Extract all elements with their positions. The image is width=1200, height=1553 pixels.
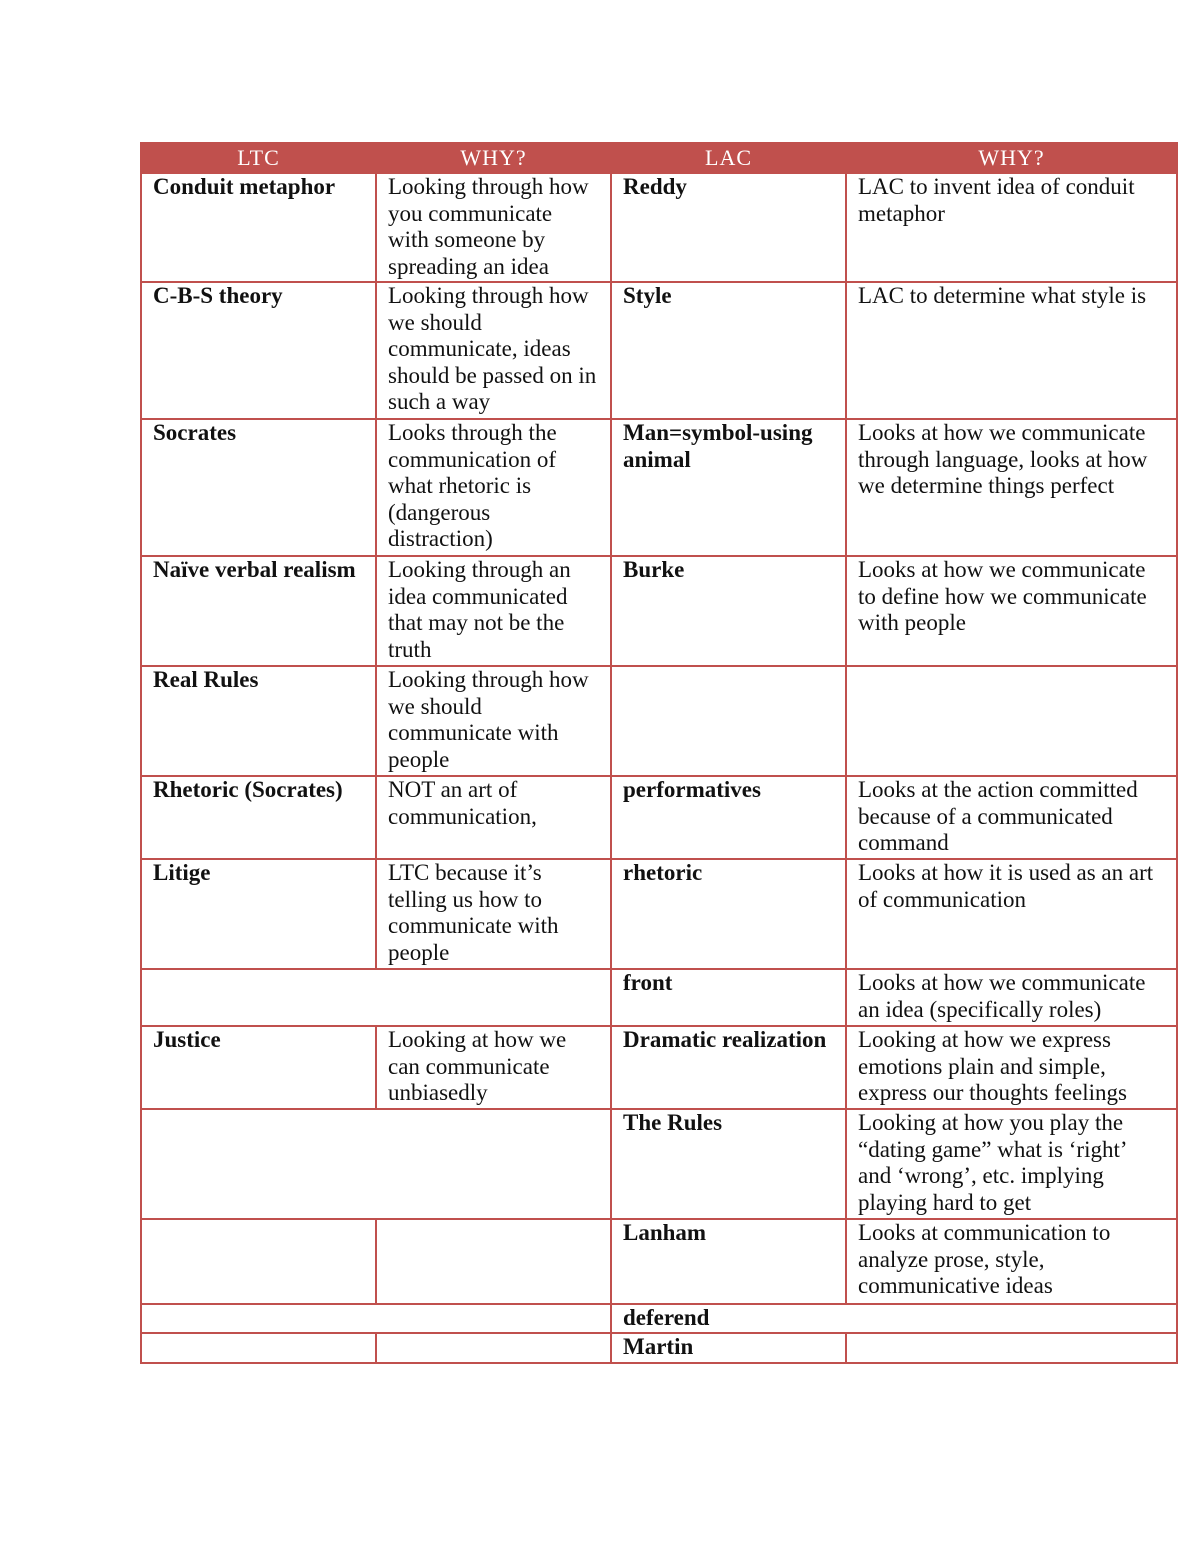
table-row (141, 173, 1177, 282)
table-row (141, 969, 1177, 1026)
lac-term-cell: performatives (611, 776, 846, 859)
table-row (141, 1219, 1177, 1304)
ltc-term-cell: Justice (141, 1026, 376, 1109)
lac-why-cell: LAC to determine what style is (846, 282, 1177, 419)
lac-term-cell: rhetoric (611, 859, 846, 969)
ltc-why-cell: Looking at how we can communicate unbiasedly (376, 1026, 611, 1109)
lac-why-cell: Looks at the action committed because of a communicated command (846, 776, 1177, 859)
lac-term-cell: Man=symbol-using animal (611, 419, 846, 556)
lac-term-cell: Lanham (611, 1219, 846, 1304)
empty-cell (141, 1219, 376, 1304)
empty-cell (141, 1333, 376, 1363)
ltc-term-cell: Conduit metaphor (141, 173, 376, 282)
ltc-lac-table (140, 142, 1178, 1364)
table-row (141, 1333, 1177, 1363)
empty-cell (846, 666, 1177, 776)
ltc-why-cell: Looking through how you communicate with someone by spreading an idea (376, 173, 611, 282)
lac-term-cell: deferend (611, 1304, 1177, 1333)
lac-term-cell: Style (611, 282, 846, 419)
lac-why-cell: Looks at communication to analyze prose, style, communicative ideas (846, 1219, 1177, 1304)
empty-cell (376, 1219, 611, 1304)
lac-why-cell: Looking at how we express emotions plain and simple, express our thoughts feelings (846, 1026, 1177, 1109)
lac-term-cell: Reddy (611, 173, 846, 282)
lac-why-cell: Looks at how we communicate through language, looks at how we determine things perfect (846, 419, 1177, 556)
lac-why-cell: Looks at how we communicate an idea (specifically roles) (846, 969, 1177, 1026)
lac-why-cell: Looks at how it is used as an art of communication (846, 859, 1177, 969)
table-row (141, 666, 1177, 776)
ltc-term-cell: C-B-S theory (141, 282, 376, 419)
header-ltc-why: WHY? (376, 143, 611, 173)
lac-term-cell: The Rules (611, 1109, 846, 1219)
table-row (141, 859, 1177, 969)
lac-why-cell: Looking at how you play the “dating game” what is ‘right’ and ‘wrong’, etc. implying playing hard to get (846, 1109, 1177, 1219)
empty-cell (846, 1333, 1177, 1363)
ltc-term-cell: Real Rules (141, 666, 376, 776)
ltc-term-cell: Rhetoric (Socrates) (141, 776, 376, 859)
lac-term-cell: front (611, 969, 846, 1026)
table-row (141, 1304, 1177, 1333)
ltc-why-cell: Looking through how we should communicate, ideas should be passed on in such a way (376, 282, 611, 419)
ltc-why-cell: Looking through how we should communicate with people (376, 666, 611, 776)
lac-term-cell: Dramatic realization (611, 1026, 846, 1109)
header-lac-why: WHY? (846, 143, 1177, 173)
header-ltc: LTC (141, 143, 376, 173)
header-lac: LAC (611, 143, 846, 173)
empty-cell (376, 1333, 611, 1363)
table-row (141, 556, 1177, 666)
ltc-term-cell: Litige (141, 859, 376, 969)
header-row (141, 143, 1177, 173)
empty-merged-cell (141, 1304, 611, 1333)
ltc-why-cell: NOT an art of communication, (376, 776, 611, 859)
table-row (141, 282, 1177, 419)
ltc-term-cell: Naïve verbal realism (141, 556, 376, 666)
empty-merged-cell (141, 1109, 611, 1219)
lac-term-cell: Burke (611, 556, 846, 666)
ltc-why-cell: Looks through the communication of what rhetoric is (dangerous distraction) (376, 419, 611, 556)
table-row (141, 1026, 1177, 1109)
ltc-term-cell: Socrates (141, 419, 376, 556)
lac-why-cell: LAC to invent idea of conduit metaphor (846, 173, 1177, 282)
lac-term-cell: Martin (611, 1333, 846, 1363)
table-row (141, 776, 1177, 859)
table-row (141, 419, 1177, 556)
table-row (141, 1109, 1177, 1219)
ltc-why-cell: LTC because it’s telling us how to communicate with people (376, 859, 611, 969)
empty-cell (611, 666, 846, 776)
ltc-why-cell: Looking through an idea communicated that may not be the truth (376, 556, 611, 666)
lac-why-cell: Looks at how we communicate to define how we communicate with people (846, 556, 1177, 666)
empty-merged-cell (141, 969, 611, 1026)
